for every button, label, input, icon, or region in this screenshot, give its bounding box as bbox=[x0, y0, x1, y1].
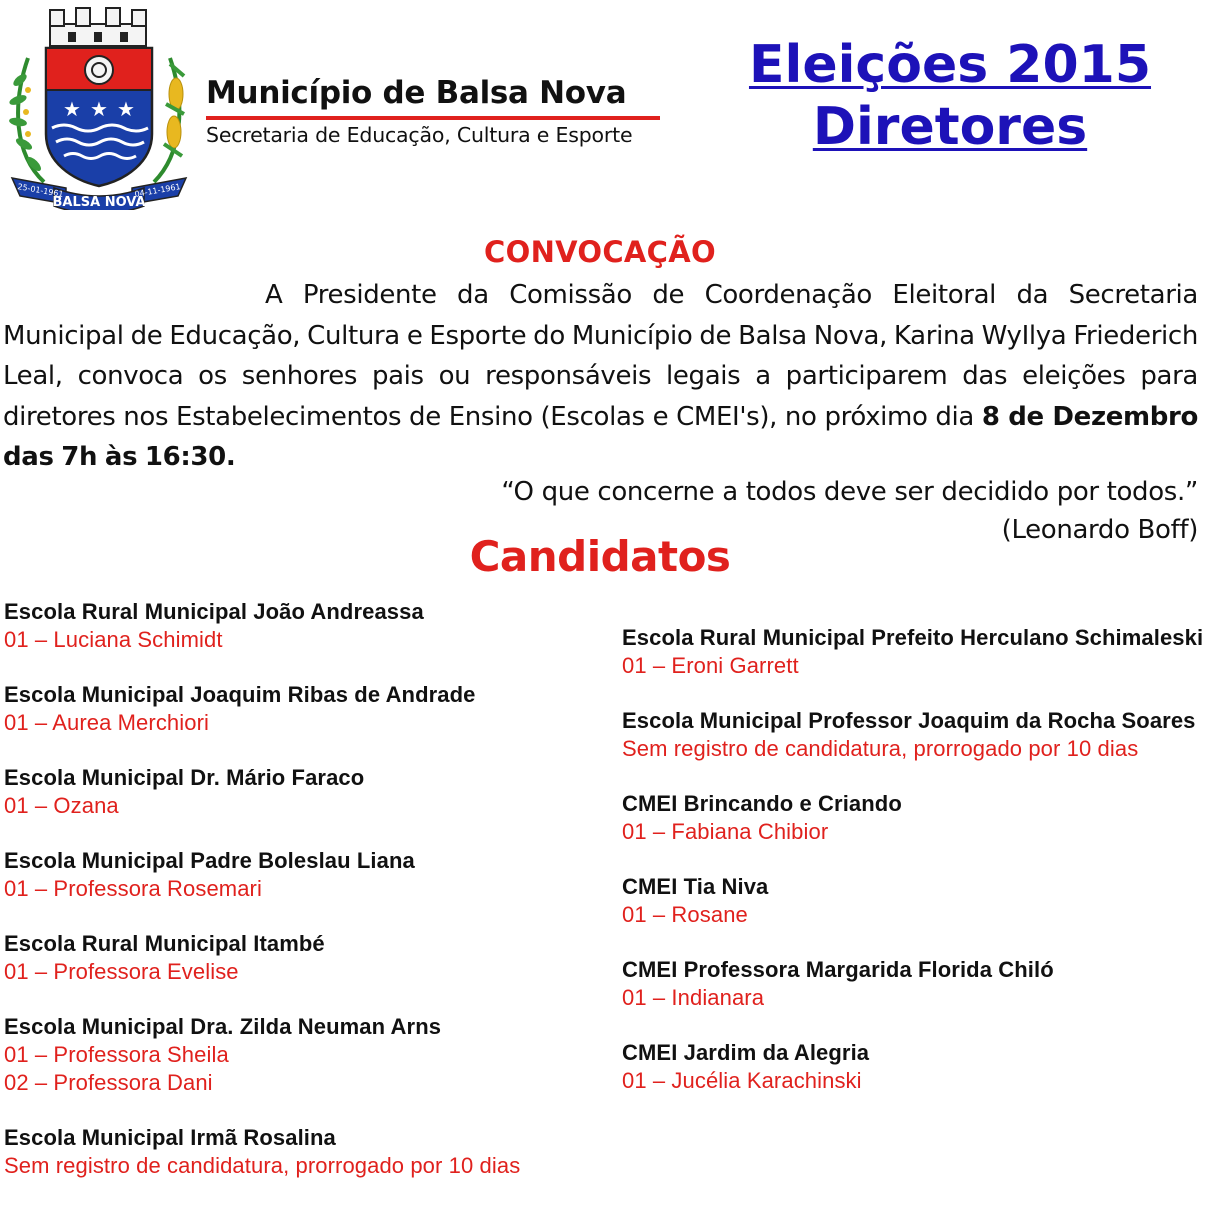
candidate-name: 01 – Professora Evelise bbox=[4, 959, 239, 984]
election-year-title: Eleições 2015 bbox=[748, 35, 1152, 95]
candidate-name: 01 – Rosane bbox=[622, 902, 748, 927]
school-name: Escola Municipal Padre Boleslau Liana bbox=[4, 848, 415, 873]
candidate-name: 01 – Ozana bbox=[4, 793, 119, 818]
school-entry bbox=[622, 707, 1222, 763]
svg-text:★: ★ bbox=[117, 97, 135, 121]
school-name: CMEI Jardim da Alegria bbox=[622, 1040, 870, 1065]
convocation-main-text: A Presidente da Comissão de Coordenação Eleitoral da Secretaria Municipal de Educação, Cultura e Esporte do Município de Balsa Nova, Karina WyIlya Friederich Leal, convoca os senhores pais ou responsáveis legais a participarem das eleições para diretores nos Estabelecimentos de Ensino (Escolas e CMEI's), no próximo dia bbox=[3, 280, 1198, 432]
election-subject-title: Diretores bbox=[812, 97, 1088, 157]
crest-banner-text: BALSA NOVA bbox=[52, 195, 146, 210]
school-entry bbox=[4, 1013, 604, 1097]
candidate-name: 01 – Eroni Garrett bbox=[622, 653, 799, 678]
svg-text:★: ★ bbox=[63, 97, 81, 121]
school-entry bbox=[4, 930, 604, 986]
crest-date-left: 25-01-1961 bbox=[16, 182, 65, 200]
convocation-date: 8 de Dezembro das 7h às 16:30. bbox=[3, 401, 1198, 472]
candidate-name: Sem registro de candidatura, prorrogado por 10 dias bbox=[622, 736, 1139, 761]
candidates-left-column bbox=[4, 598, 604, 1207]
municipal-crest bbox=[6, 4, 192, 210]
school-name: Escola Municipal Joaquim Ribas de Andrade bbox=[4, 682, 476, 707]
quote-text: “O que concerne a todos deve ser decidido por todos.” bbox=[501, 477, 1198, 507]
laurel-branch-icon bbox=[8, 58, 44, 182]
school-name: Escola Municipal Dra. Zilda Neuman Arns bbox=[4, 1014, 442, 1039]
quote-author: (Leonardo Boff) bbox=[1001, 515, 1198, 545]
candidate-name: 01 – Aurea Merchiori bbox=[4, 710, 209, 735]
school-entry bbox=[622, 790, 1222, 846]
school-entry bbox=[4, 598, 604, 654]
svg-text:★: ★ bbox=[90, 97, 108, 121]
school-entry bbox=[622, 873, 1222, 929]
school-name: Escola Rural Municipal Itambé bbox=[4, 931, 325, 956]
candidate-name: Sem registro de candidatura, prorrogado por 10 dias bbox=[4, 1153, 521, 1178]
school-entry bbox=[622, 956, 1222, 1012]
school-name: Escola Municipal Irmã Rosalina bbox=[4, 1125, 336, 1150]
school-name: Escola Municipal Dr. Mário Faraco bbox=[4, 765, 365, 790]
candidate-name: 01 – Fabiana Chibior bbox=[622, 819, 829, 844]
school-name: CMEI Brincando e Criando bbox=[622, 791, 902, 816]
school-entry bbox=[4, 764, 604, 820]
candidate-name: 01 – Luciana Schimidt bbox=[4, 627, 223, 652]
convocation-paragraph bbox=[3, 275, 1198, 478]
crest-date-right: 04-11-1961 bbox=[133, 182, 182, 200]
department-name: Secretaria de Educação, Cultura e Esporte bbox=[206, 123, 633, 147]
candidate-name: 01 – Indianara bbox=[622, 985, 765, 1010]
municipality-name: Município de Balsa Nova bbox=[206, 76, 660, 120]
candidate-name: 01 – Professora Rosemari bbox=[4, 876, 262, 901]
school-entry bbox=[622, 624, 1222, 680]
school-name: Escola Rural Municipal Prefeito Herculano Schimaleski bbox=[622, 625, 1204, 650]
mural-crown-icon bbox=[50, 8, 146, 46]
school-name: CMEI Professora Margarida Florida Chiló bbox=[622, 957, 1054, 982]
school-entry bbox=[622, 1039, 1222, 1095]
school-name: CMEI Tia Niva bbox=[622, 874, 769, 899]
election-heading bbox=[690, 34, 1210, 158]
shield-icon bbox=[46, 48, 152, 186]
school-entry bbox=[4, 1124, 604, 1180]
candidate-name: 02 – Professora Dani bbox=[4, 1070, 213, 1095]
school-entry bbox=[4, 847, 604, 903]
municipality-block bbox=[206, 76, 660, 148]
convocation-title: CONVOCAÇÃO bbox=[484, 235, 716, 269]
school-entry bbox=[4, 681, 604, 737]
school-name: Escola Municipal Professor Joaquim da Rocha Soares bbox=[622, 708, 1196, 733]
school-name: Escola Rural Municipal João Andreassa bbox=[4, 599, 424, 624]
candidates-right-column bbox=[622, 624, 1222, 1122]
corn-branch-icon bbox=[154, 58, 184, 182]
candidates-title: Candidatos bbox=[469, 532, 731, 581]
candidate-name: 01 – Professora Sheila bbox=[4, 1042, 229, 1067]
candidate-name: 01 – Jucélia Karachinski bbox=[622, 1068, 862, 1093]
